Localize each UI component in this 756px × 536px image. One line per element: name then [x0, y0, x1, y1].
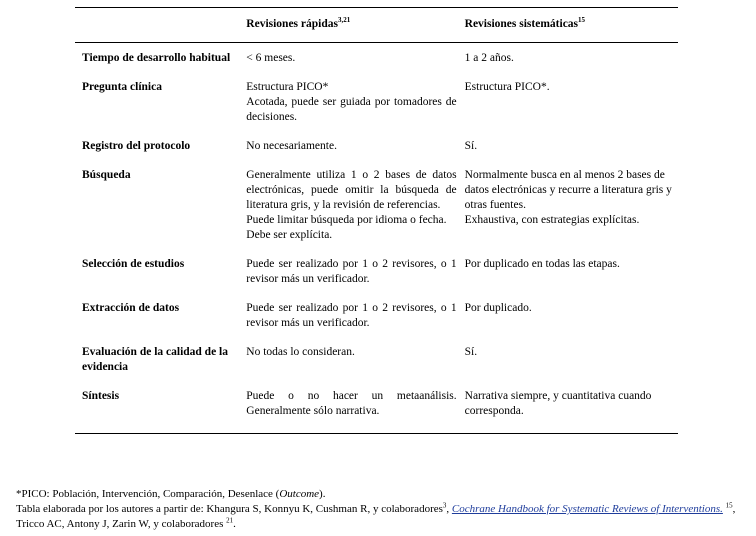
row-label: Registro del protocolo [82, 140, 191, 152]
footnote-ref-2: 15 [725, 501, 733, 510]
systematic-review-cell [465, 80, 678, 139]
rapid-review-cell [246, 345, 464, 389]
cell-text-line: Normalmente busca en al menos 2 bases de datos electrónicas y recurre a literatura gris y otras fuentes. [464, 169, 672, 211]
cell-text-line: Puede ser realizado por 1 o 2 revisores, o 1 revisor más un verificador. [246, 258, 457, 285]
systematic-review-cell [465, 257, 678, 301]
cell-text-line: Puede ser realizado por 1 o 2 revisores, o 1 revisor más un verificador. [246, 302, 457, 329]
cochrane-handbook-link[interactable]: Cochrane Handbook for Systematic Reviews of Interventions. [451, 503, 723, 515]
rapid-review-cell [246, 257, 464, 301]
header-empty-cell [75, 8, 246, 43]
footnote-pico-end: ). [319, 488, 326, 500]
row-label: Extracción de datos [82, 302, 180, 314]
cell-text-line: Puede limitar búsqueda por idioma o fecha. [246, 214, 447, 226]
footnote-source-text: Tabla elaborada por los autores a partir de: Khangura S, Konnyu K, Cushman R, y colaboradores [16, 503, 443, 515]
row-label: Búsqueda [82, 169, 131, 181]
cell-text-line: Por duplicado en todas las etapas. [464, 258, 620, 270]
table-row [75, 168, 678, 257]
header-rapid-reviews [246, 8, 464, 43]
row-label: Tiempo de desarrollo habitual [82, 52, 231, 64]
cell-text-line: Sí. [464, 346, 478, 358]
table-header-row [75, 8, 678, 43]
header-systematic-label: Revisiones sistemáticas [464, 18, 579, 30]
systematic-review-cell [465, 389, 678, 434]
table-row [75, 257, 678, 301]
footnote-ref-3: 21 [226, 516, 234, 525]
rapid-review-cell [246, 139, 464, 168]
footnote-ref-1: 3 [442, 501, 447, 510]
cell-text-line: Sí. [464, 140, 478, 152]
cell-text-line: Exhaustiva, con estrategias explícitas. [464, 214, 640, 226]
table-footnotes [16, 487, 746, 532]
table-row [75, 345, 678, 389]
rapid-review-cell [246, 168, 464, 257]
footnote-pico-outcome: Outcome [279, 488, 320, 500]
comparison-table-container [75, 7, 678, 434]
footnote-separator: , [446, 503, 452, 515]
rapid-review-cell [246, 80, 464, 139]
systematic-review-cell [465, 345, 678, 389]
systematic-review-cell [465, 301, 678, 345]
cell-text-line: Estructura PICO* [246, 81, 329, 93]
systematic-review-cell [465, 168, 678, 257]
cell-text-line: Acotada, puede ser guiada por tomadores de decisiones. [246, 96, 457, 123]
rapid-review-cell [246, 301, 464, 345]
header-rapid-refs: 3,21 [337, 16, 351, 25]
cell-text-line: 1 a 2 años. [464, 52, 514, 64]
rapid-review-cell [246, 389, 464, 434]
header-systematic-refs: 15 [578, 16, 586, 25]
table-row [75, 389, 678, 434]
systematic-review-cell [465, 43, 678, 81]
cell-text-line: Generalmente utiliza 1 o 2 bases de datos electrónicas, puede omitir la búsqueda de literatura gris, y la revisión de referencias. [246, 169, 457, 211]
cell-text-line: Narrativa siempre, y cuantitativa cuando corresponda. [464, 390, 652, 417]
row-label: Selección de estudios [82, 258, 185, 270]
cell-text-line: No necesariamente. [246, 140, 337, 152]
row-label: Evaluación de la calidad de la evidencia [82, 346, 229, 373]
comparison-table [75, 7, 678, 434]
footnote-pico [16, 487, 746, 502]
table-row [75, 80, 678, 139]
table-row [75, 43, 678, 81]
cell-text-line: Por duplicado. [464, 302, 532, 314]
cell-text-line: Puede o no hacer un metaanálisis. Generalmente sólo narrativa. [246, 390, 457, 417]
cell-text-line: No todas lo consideran. [246, 346, 355, 358]
header-rapid-label: Revisiones rápidas [246, 18, 338, 30]
cell-text-line: Estructura PICO*. [464, 81, 550, 93]
footnote-source-end: . [233, 518, 236, 530]
table-row [75, 139, 678, 168]
cell-text-line: < 6 meses. [246, 52, 296, 64]
rapid-review-cell [246, 43, 464, 81]
header-systematic-reviews [465, 8, 678, 43]
footnote-source [16, 502, 746, 532]
footnote-pico-text: *PICO: Población, Intervención, Comparación, Desenlace ( [16, 488, 280, 500]
cell-text-line: Debe ser explícita. [246, 229, 333, 241]
row-label: Síntesis [82, 390, 120, 402]
table-row [75, 301, 678, 345]
footnote-source-mid: , Tricco AC, Antony J, Zarin W, y colaboradores [16, 503, 736, 530]
row-label: Pregunta clínica [82, 81, 162, 93]
systematic-review-cell [465, 139, 678, 168]
